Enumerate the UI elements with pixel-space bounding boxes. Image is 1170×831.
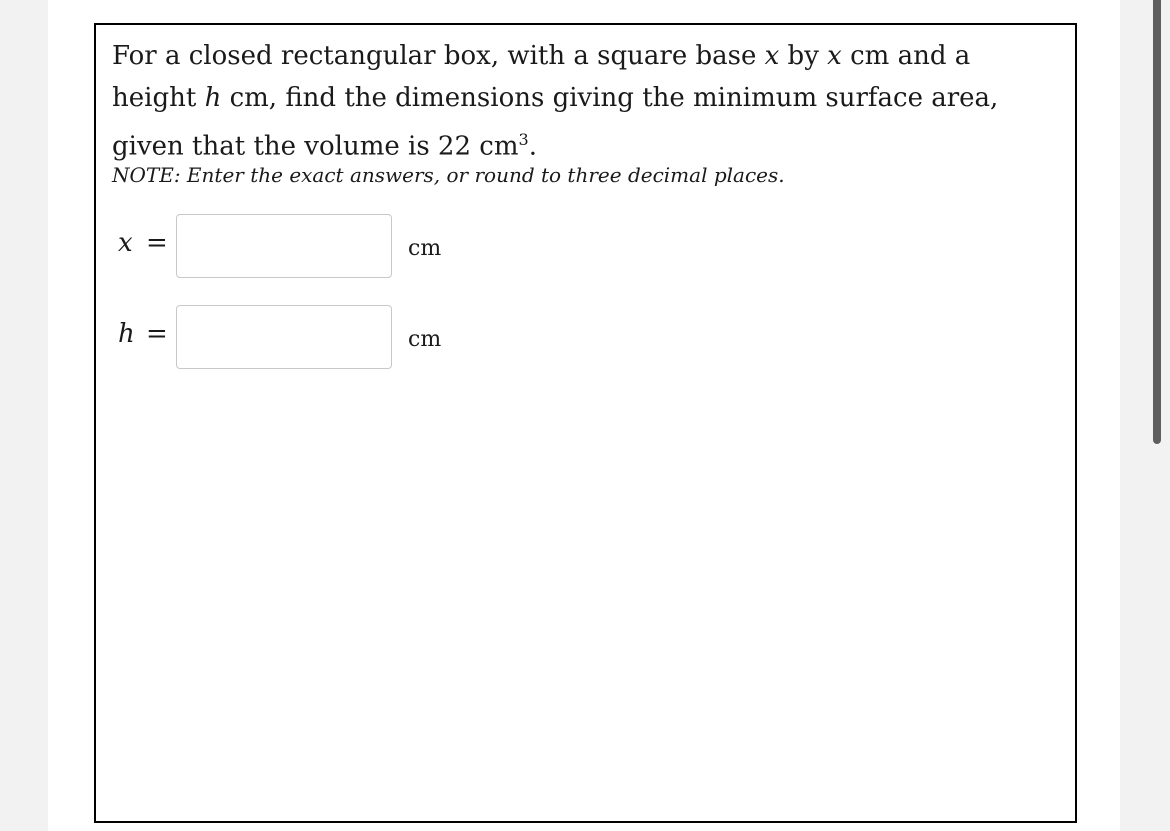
scrollbar-track[interactable] <box>1120 0 1170 831</box>
variable-label: x <box>118 228 133 258</box>
equals-sign: = <box>146 228 168 258</box>
variable-h: h <box>204 83 222 113</box>
variable-x: x <box>764 41 780 71</box>
problem-text: height <box>112 83 205 113</box>
problem-statement <box>112 35 1052 168</box>
variable-label: h <box>118 319 135 349</box>
problem-text: cm, find the dimensions giving the minimum surface area, <box>221 83 999 113</box>
equals-sign: = <box>146 319 168 349</box>
h-answer-input[interactable] <box>176 305 392 369</box>
problem-text: cm and a <box>841 41 971 71</box>
exponent: 3 <box>518 130 529 149</box>
variable-x: x <box>827 41 842 71</box>
unit-label: cm <box>408 236 442 261</box>
problem-text: by <box>779 41 828 71</box>
problem-text: given that the volume is 22 cm <box>112 131 519 162</box>
unit-label: cm <box>408 327 442 352</box>
answer-row-h <box>112 305 712 371</box>
problem-text: For a closed rectangular box, with a square base <box>112 41 765 71</box>
question-box <box>94 23 1077 823</box>
problem-text: . <box>528 131 537 162</box>
note-text: NOTE: Enter the exact answers, or round to three decimal places. <box>112 163 785 187</box>
scrollbar-thumb[interactable] <box>1153 0 1161 444</box>
answer-row-x <box>112 214 712 280</box>
x-answer-input[interactable] <box>176 214 392 278</box>
